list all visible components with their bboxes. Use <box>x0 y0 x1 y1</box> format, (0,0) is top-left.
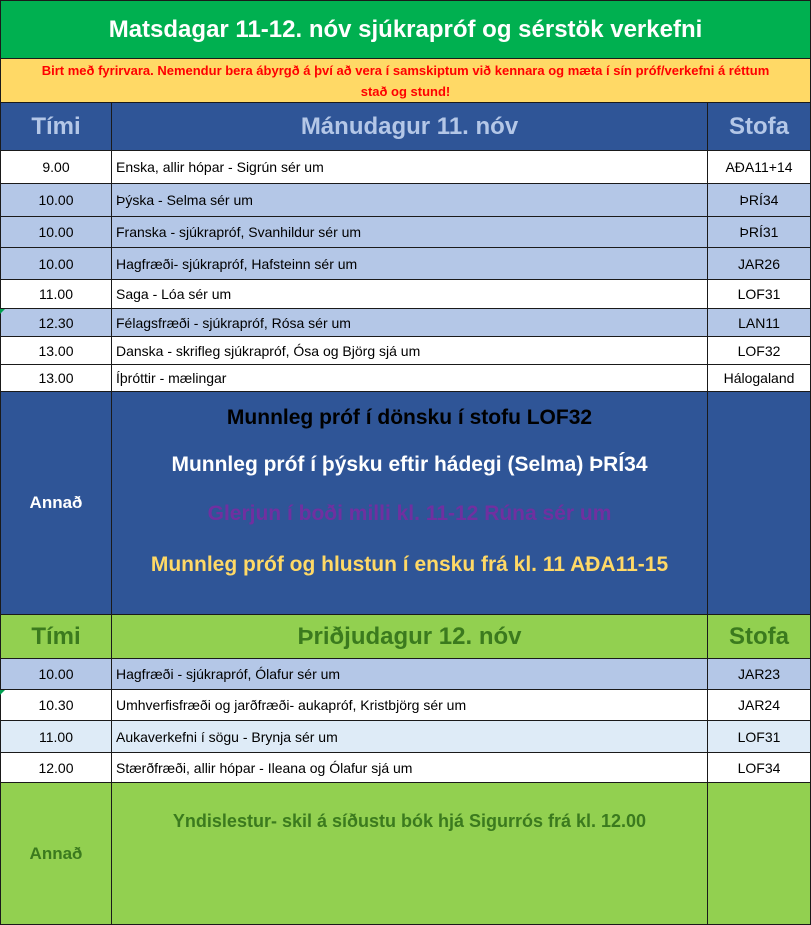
comment-marker-icon <box>0 690 5 695</box>
row-time: 12.30 <box>0 309 112 337</box>
row-room: AÐA11+14 <box>708 151 811 184</box>
row-subject: Hagfræði- sjúkrapróf, Hafsteinn sér um <box>112 248 708 280</box>
table-row <box>0 309 811 337</box>
other-label: Annað <box>0 392 112 615</box>
table-row <box>0 753 811 783</box>
page-title: Matsdagar 11-12. nóv sjúkrapróf og sérstök verkefni <box>0 0 811 59</box>
row-subject: Hagfræði - sjúkrapróf, Ólafur sér um <box>112 659 708 690</box>
table-row <box>0 151 811 184</box>
other-note: Glerjun í boði milli kl. 11-12 Rúna sér um <box>207 502 612 525</box>
row-subject: Íþróttir - mælingar <box>112 365 708 392</box>
row-room: ÞRÍ34 <box>708 184 811 217</box>
header-day-monday: Mánudagur 11. nóv <box>112 103 708 151</box>
table-row <box>0 184 811 217</box>
header-day-tuesday: Þriðjudagur 12. nóv <box>112 615 708 659</box>
row-time: 10.30 <box>0 690 112 721</box>
row-time: 10.00 <box>0 184 112 217</box>
row-subject: Þýska - Selma sér um <box>112 184 708 217</box>
notice-banner: Birt með fyrirvara. Nemendur bera ábyrgð á því að vera í samskiptum við kennara og mæta í sín próf/verkefni á réttum stað og stund! <box>0 59 811 103</box>
row-time: 11.00 <box>0 721 112 753</box>
header-room: Stofa <box>708 103 811 151</box>
monday-header-row <box>0 103 811 151</box>
tuesday-other-row <box>0 783 811 925</box>
header-time: Tími <box>0 615 112 659</box>
other-label: Annað <box>0 783 112 925</box>
table-row <box>0 280 811 309</box>
row-subject: Félagsfræði - sjúkrapróf, Rósa sér um <box>112 309 708 337</box>
row-room: JAR24 <box>708 690 811 721</box>
table-row <box>0 721 811 753</box>
table-row <box>0 217 811 248</box>
row-room: LOF32 <box>708 337 811 365</box>
row-room: LOF31 <box>708 721 811 753</box>
table-row <box>0 659 811 690</box>
row-subject: Danska - skrifleg sjúkrapróf, Ósa og Björg sjá um <box>112 337 708 365</box>
row-subject: Franska - sjúkrapróf, Svanhildur sér um <box>112 217 708 248</box>
other-notes <box>112 392 708 615</box>
row-time: 12.00 <box>0 753 112 783</box>
other-room-empty <box>708 783 811 925</box>
table-row <box>0 365 811 392</box>
row-time: 11.00 <box>0 280 112 309</box>
row-subject: Stærðfræði, allir hópar - Ileana og Ólafur sjá um <box>112 753 708 783</box>
row-room: JAR23 <box>708 659 811 690</box>
row-subject: Aukaverkefni í sögu - Brynja sér um <box>112 721 708 753</box>
other-note: Munnleg próf í dönsku í stofu LOF32 <box>226 406 593 429</box>
row-time: 9.00 <box>0 151 112 184</box>
row-time: 10.00 <box>0 248 112 280</box>
row-room: Hálogaland <box>708 365 811 392</box>
tuesday-header-row <box>0 615 811 659</box>
row-time: 10.00 <box>0 217 112 248</box>
header-room: Stofa <box>708 615 811 659</box>
row-room: LAN11 <box>708 309 811 337</box>
other-note: Yndislestur- skil á síðustu bók hjá Sigurrós frá kl. 12.00 <box>112 783 708 925</box>
other-note: Munnleg próf og hlustun í ensku frá kl. 11 AÐA11-15 <box>150 553 669 576</box>
monday-other-row <box>0 392 811 615</box>
header-time: Tími <box>0 103 112 151</box>
comment-marker-icon <box>0 309 5 314</box>
row-room: LOF34 <box>708 753 811 783</box>
table-row <box>0 690 811 721</box>
row-room: ÞRÍ31 <box>708 217 811 248</box>
other-note: Munnleg próf í þýsku eftir hádegi (Selma) ÞRÍ34 <box>171 453 648 476</box>
row-time: 13.00 <box>0 337 112 365</box>
row-room: JAR26 <box>708 248 811 280</box>
row-subject: Saga - Lóa sér um <box>112 280 708 309</box>
row-room: LOF31 <box>708 280 811 309</box>
row-time: 10.00 <box>0 659 112 690</box>
row-time: 13.00 <box>0 365 112 392</box>
row-subject: Umhverfisfræði og jarðfræði- aukapróf, Kristbjörg sér um <box>112 690 708 721</box>
row-subject: Enska, allir hópar - Sigrún sér um <box>112 151 708 184</box>
table-row <box>0 248 811 280</box>
other-room-empty <box>708 392 811 615</box>
table-row <box>0 337 811 365</box>
